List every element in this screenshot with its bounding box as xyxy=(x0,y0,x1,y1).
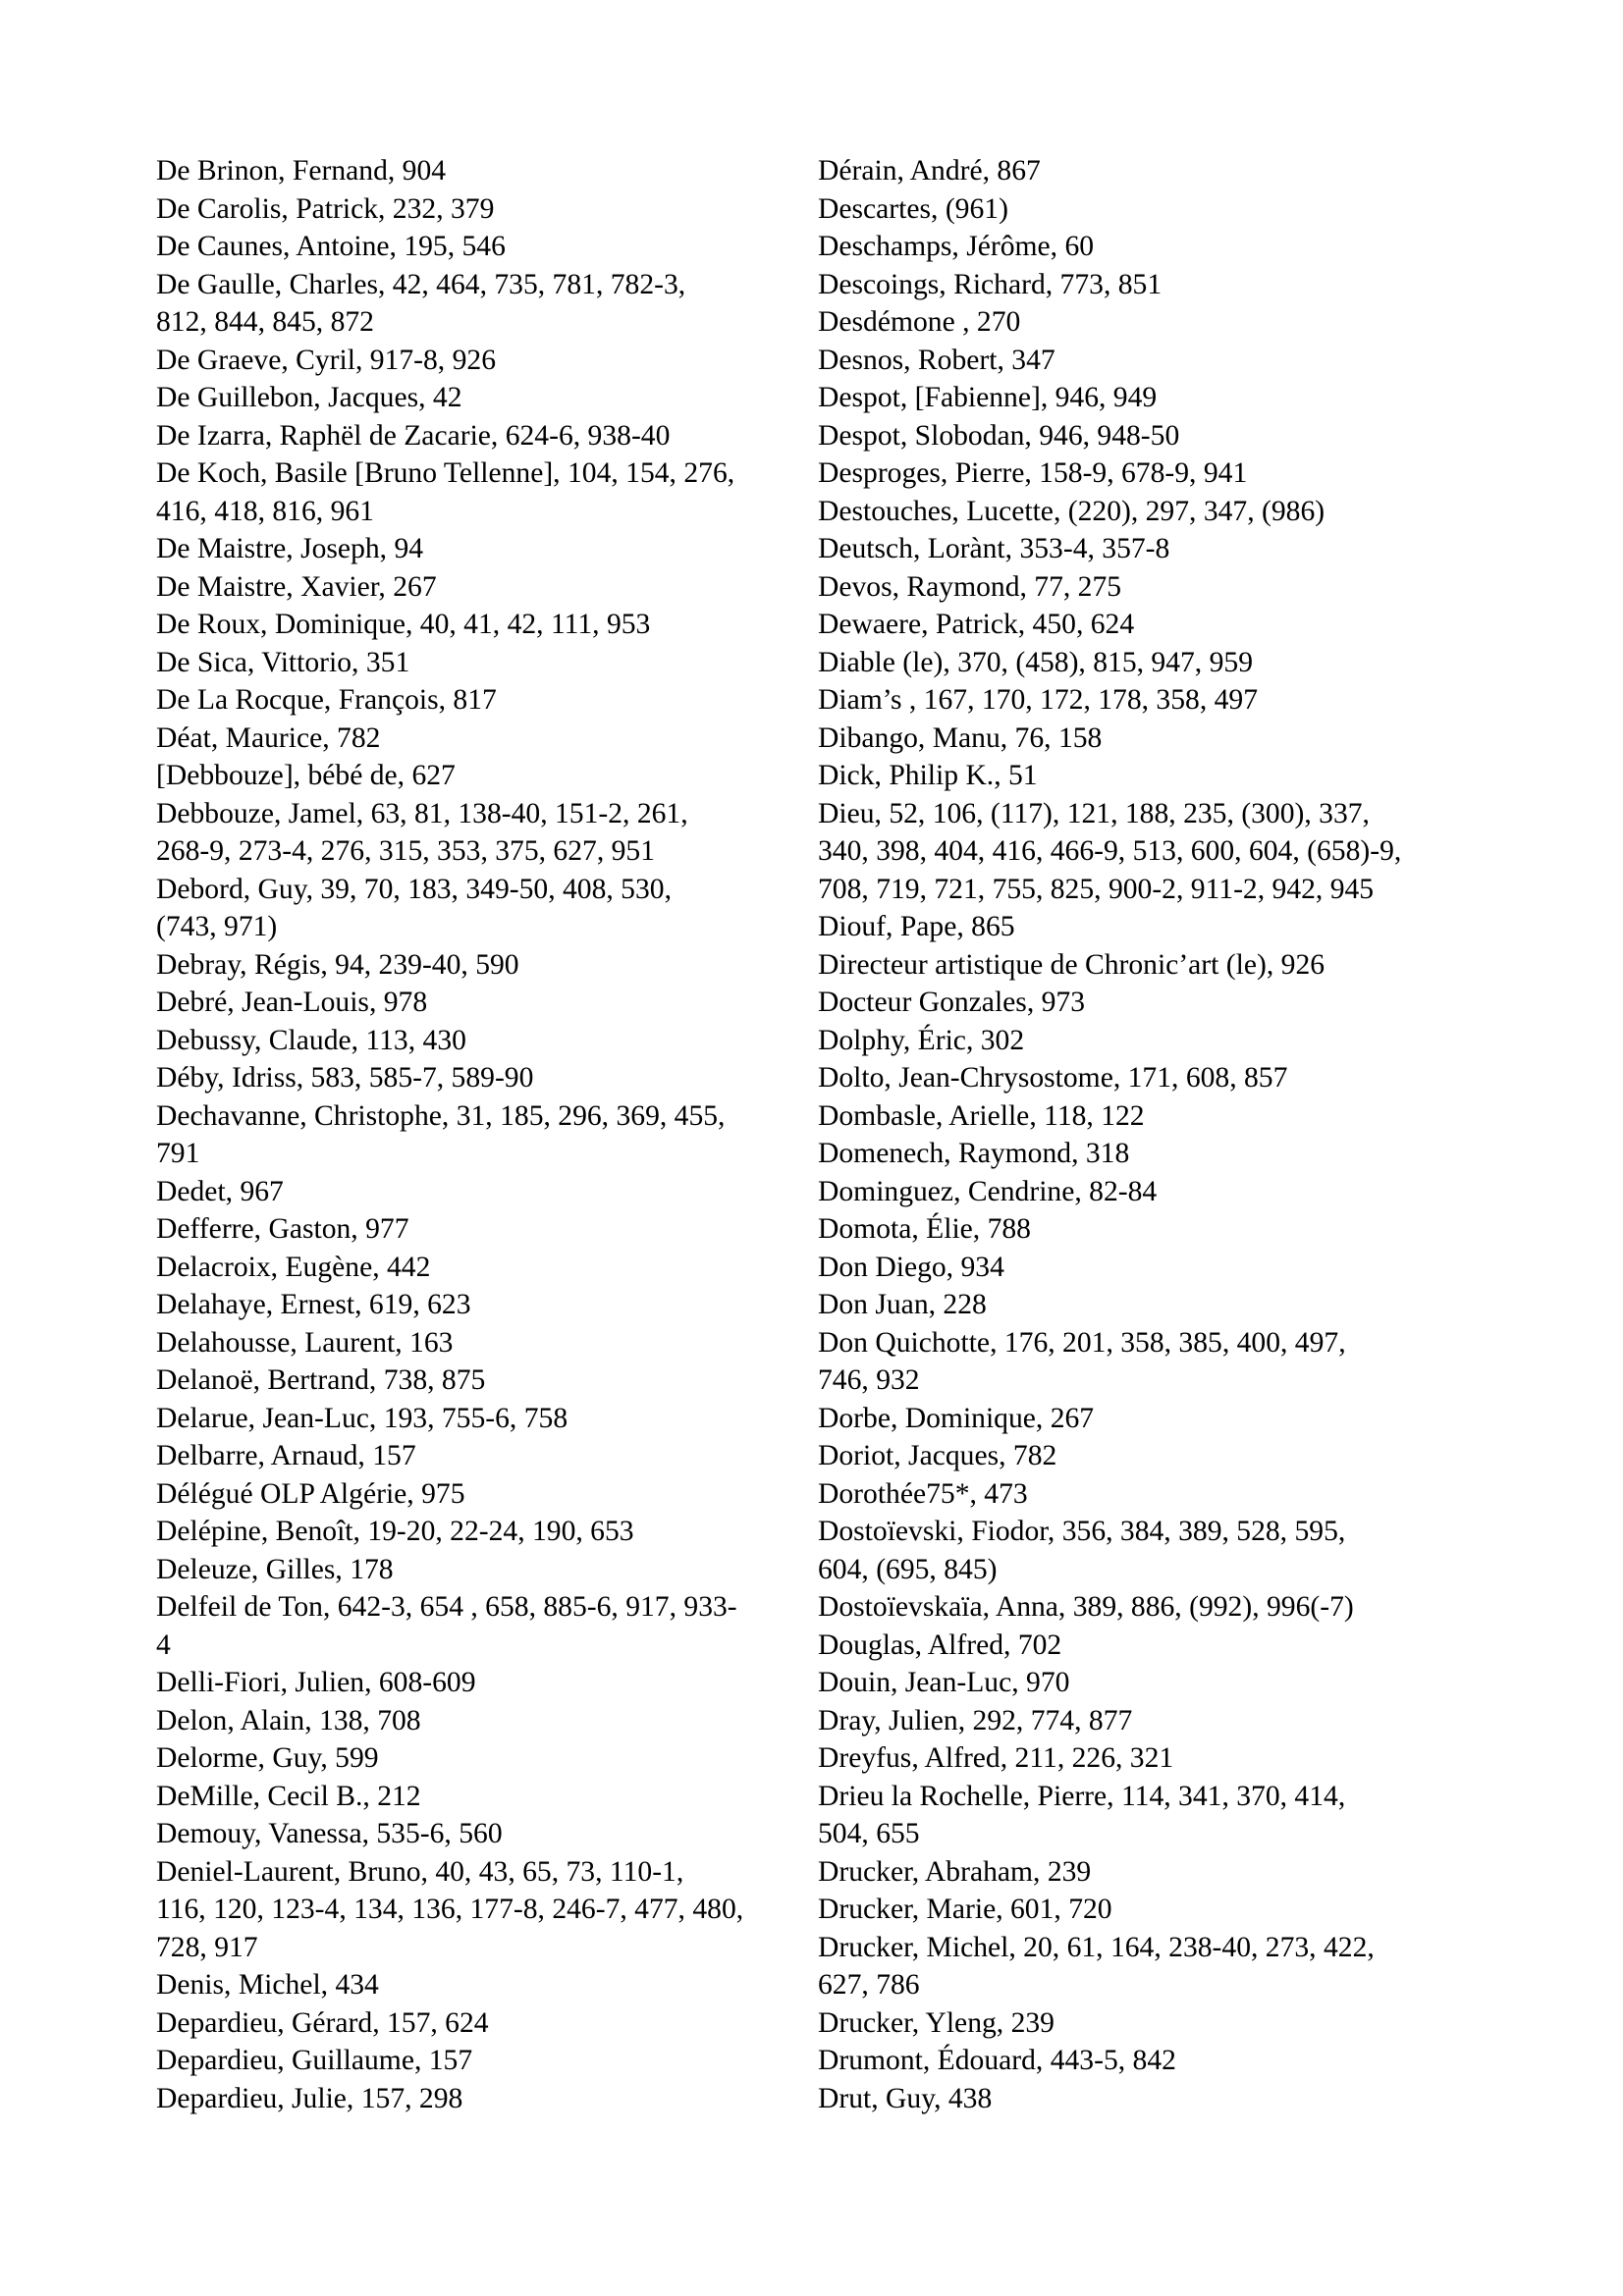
index-entry-line: Delfeil de Ton, 642-3, 654 , 658, 885-6, 917, 933- xyxy=(156,1591,737,1623)
index-entry-line: Denis, Michel, 434 xyxy=(156,1969,379,2001)
index-entry-line: Don Diego, 934 xyxy=(818,1251,1004,1283)
index-entry xyxy=(818,1739,1495,1778)
index-entry-line: Dreyfus, Alfred, 211, 226, 321 xyxy=(818,1742,1174,1774)
index-entry-line: Doriot, Jacques, 782 xyxy=(818,1440,1057,1471)
index-entry xyxy=(818,795,1495,909)
index-entry xyxy=(818,606,1495,644)
index-entry xyxy=(156,1778,814,1816)
index-entry xyxy=(818,1135,1495,1173)
index-entry xyxy=(818,1249,1495,1287)
index-entry xyxy=(156,342,814,380)
index-entry xyxy=(156,1702,814,1740)
index-entry xyxy=(818,1210,1495,1249)
index-entry-line: Diable (le), 370, (458), 815, 947, 959 xyxy=(818,646,1253,678)
index-entry xyxy=(156,644,814,682)
index-entry xyxy=(818,568,1495,607)
index-entry xyxy=(156,1249,814,1287)
index-entry-line: Delorme, Guy, 599 xyxy=(156,1742,379,1774)
index-entry xyxy=(156,1362,814,1400)
index-entry xyxy=(818,681,1495,720)
index-entry-line: Déby, Idriss, 583, 585-7, 589-90 xyxy=(156,1062,534,1094)
index-entry xyxy=(818,1324,1495,1400)
index-entry xyxy=(156,1513,814,1551)
index-entry xyxy=(818,1891,1495,1929)
index-entry xyxy=(156,1022,814,1060)
index-entry-line: Don Quichotte, 176, 201, 358, 385, 400, 497, xyxy=(818,1326,1346,1359)
index-entry xyxy=(156,1588,814,1664)
index-entry xyxy=(156,568,814,607)
index-entry xyxy=(818,1097,1495,1136)
index-entry-line: Docteur Gonzales, 973 xyxy=(818,987,1086,1018)
index-entry-line: 812, 844, 845, 872 xyxy=(156,306,374,338)
index-entry xyxy=(818,1437,1495,1475)
index-entry-line: De Roux, Dominique, 40, 41, 42, 111, 953 xyxy=(156,609,651,640)
index-entry-line: Dieu, 52, 106, (117), 121, 188, 235, (300), 337, xyxy=(818,797,1370,829)
index-entry-line: De Graeve, Cyril, 917-8, 926 xyxy=(156,344,496,376)
index-entry-line: Drucker, Abraham, 239 xyxy=(818,1855,1092,1888)
index-entry-line: Douglas, Alfred, 702 xyxy=(818,1629,1062,1661)
index-entry xyxy=(818,946,1495,985)
index-entry xyxy=(156,1173,814,1211)
index-entry-line: Despot, Slobodan, 946, 948-50 xyxy=(818,419,1180,452)
index-entry xyxy=(156,757,814,795)
index-entry-line: 708, 719, 721, 755, 825, 900-2, 911-2, 942, 945 xyxy=(818,873,1375,905)
index-entry-line: 746, 932 xyxy=(818,1364,920,1396)
index-entry xyxy=(818,984,1495,1022)
index-entry-line: Delbarre, Arnaud, 157 xyxy=(156,1440,416,1471)
index-entry-line: De Caunes, Antoine, 195, 546 xyxy=(156,231,506,262)
index-entry-line: Deniel-Laurent, Bruno, 40, 43, 65, 73, 110-1, xyxy=(156,1855,684,1888)
index-entry xyxy=(156,1475,814,1514)
index-entry xyxy=(818,1627,1495,1665)
index-entry-line: Depardieu, Julie, 157, 298 xyxy=(156,2082,463,2114)
index-entry xyxy=(818,1853,1495,1892)
index-entry-line: Defferre, Gaston, 977 xyxy=(156,1213,409,1245)
index-entry-line: 627, 786 xyxy=(818,1969,920,2001)
index-entry xyxy=(156,1551,814,1589)
index-entry xyxy=(156,720,814,758)
index-entry-line: Dérain, André, 867 xyxy=(818,155,1041,187)
index-entry-line: 268-9, 273-4, 276, 315, 353, 375, 627, 951 xyxy=(156,835,656,867)
index-entry-line: De Carolis, Patrick, 232, 379 xyxy=(156,192,495,225)
index-entry xyxy=(156,2042,814,2080)
index-entry xyxy=(818,417,1495,455)
index-entry-line: Dechavanne, Christophe, 31, 185, 296, 369, 455, xyxy=(156,1099,726,1132)
index-entry-line: Dominguez, Cendrine, 82-84 xyxy=(818,1175,1158,1207)
index-entry xyxy=(818,1929,1495,2004)
index-entry-line: Delon, Alain, 138, 708 xyxy=(156,1704,421,1736)
index-entry xyxy=(818,1664,1495,1702)
index-entry-line: Debray, Régis, 94, 239-40, 590 xyxy=(156,948,519,981)
index-entry xyxy=(818,266,1495,304)
index-entry-line: Dick, Philip K., 51 xyxy=(818,760,1038,791)
index-entry-line: Desdémone , 270 xyxy=(818,306,1021,338)
index-entry-line: De Gaulle, Charles, 42, 464, 735, 781, 782-3, xyxy=(156,268,686,300)
index-entry-line: DeMille, Cecil B., 212 xyxy=(156,1780,421,1812)
index-entry xyxy=(818,757,1495,795)
index-entry-line: Dedet, 967 xyxy=(156,1175,284,1207)
index-entry-line: [Debbouze], bébé de, 627 xyxy=(156,760,456,791)
index-entry xyxy=(818,493,1495,531)
index-entry xyxy=(156,946,814,985)
index-entry-line: Dolto, Jean-Chrysostome, 171, 608, 857 xyxy=(818,1062,1288,1094)
index-entry xyxy=(818,1513,1495,1588)
index-entry-line: Deleuze, Gilles, 178 xyxy=(156,1553,394,1585)
index-entry-line: Directeur artistique de Chronic’art (le), 926 xyxy=(818,948,1325,981)
index-entry-line: Dibango, Manu, 76, 158 xyxy=(818,721,1103,754)
index-entry xyxy=(156,1739,814,1778)
index-entry xyxy=(818,1702,1495,1740)
index-entry-line: Delli-Fiori, Julien, 608-609 xyxy=(156,1667,476,1698)
index-entry-line: Drucker, Yleng, 239 xyxy=(818,2006,1055,2039)
index-entry-line: Delahousse, Laurent, 163 xyxy=(156,1326,454,1359)
index-entry-line: Destouches, Lucette, (220), 297, 347, (986) xyxy=(818,495,1325,527)
index-entry xyxy=(156,417,814,455)
index-entry xyxy=(818,2080,1495,2118)
index-entry-line: De La Rocque, François, 817 xyxy=(156,684,497,716)
index-entry-line: Despot, [Fabienne], 946, 949 xyxy=(818,382,1158,413)
index-entry xyxy=(156,1853,814,1967)
index-entry-line: 4 xyxy=(156,1629,171,1661)
index-entry xyxy=(818,908,1495,946)
index-entry-line: Diouf, Pape, 865 xyxy=(818,911,1015,942)
index-entry xyxy=(156,1815,814,1853)
index-entry xyxy=(156,1059,814,1097)
index-entry-line: Desnos, Robert, 347 xyxy=(818,344,1055,376)
index-entry-line: Depardieu, Guillaume, 157 xyxy=(156,2045,473,2076)
index-entry xyxy=(156,871,814,946)
index-entry-line: 504, 655 xyxy=(818,1818,920,1849)
index-entry-line: Delanoë, Bertrand, 738, 875 xyxy=(156,1364,486,1396)
index-entry-line: Diam’s , 167, 170, 172, 178, 358, 497 xyxy=(818,684,1259,716)
index-entry-line: Domota, Élie, 788 xyxy=(818,1213,1031,1245)
index-entry-line: 340, 398, 404, 416, 466-9, 513, 600, 604, (658)-9, xyxy=(818,835,1402,867)
index-entry xyxy=(156,1097,814,1173)
index-entry-line: Delahaye, Ernest, 619, 623 xyxy=(156,1289,471,1320)
index-entry-line: De Sica, Vittorio, 351 xyxy=(156,646,410,678)
index-entry-line: De Guillebon, Jacques, 42 xyxy=(156,382,462,413)
index-entry-line: Debussy, Claude, 113, 430 xyxy=(156,1024,466,1056)
index-entry xyxy=(156,379,814,417)
index-entry xyxy=(818,2042,1495,2080)
index-entry xyxy=(156,266,814,342)
index-entry-line: Depardieu, Gérard, 157, 624 xyxy=(156,2006,489,2039)
index-entry xyxy=(156,530,814,568)
index-entry xyxy=(156,1286,814,1324)
index-entry xyxy=(818,1475,1495,1514)
index-entry-line: Debré, Jean-Louis, 978 xyxy=(156,987,428,1018)
index-entry xyxy=(156,795,814,871)
index-entry-line: Delacroix, Eugène, 442 xyxy=(156,1251,431,1283)
index-entry xyxy=(818,228,1495,266)
index-entry-line: Delarue, Jean-Luc, 193, 755-6, 758 xyxy=(156,1402,568,1434)
index-entry-line: Dorothée75*, 473 xyxy=(818,1477,1028,1510)
index-entry xyxy=(818,454,1495,493)
index-entry-line: Délégué OLP Algérie, 975 xyxy=(156,1477,465,1510)
index-entry-line: Douin, Jean-Luc, 970 xyxy=(818,1667,1070,1698)
index-entry-line: Drut, Guy, 438 xyxy=(818,2082,993,2114)
index-entry-line: Drucker, Marie, 601, 720 xyxy=(818,1894,1112,1925)
index-entry xyxy=(818,644,1495,682)
index-entry-line: Drumont, Édouard, 443-5, 842 xyxy=(818,2045,1176,2076)
index-entry-line: Drucker, Michel, 20, 61, 164, 238-40, 273, 422, xyxy=(818,1931,1375,1963)
index-entry-line: Demouy, Vanessa, 535-6, 560 xyxy=(156,1818,503,1849)
index-entry-line: De Maistre, Xavier, 267 xyxy=(156,570,437,603)
index-entry-line: Dray, Julien, 292, 774, 877 xyxy=(818,1704,1133,1736)
index-entry-line: 116, 120, 123-4, 134, 136, 177-8, 246-7, 477, 480, xyxy=(156,1894,744,1925)
index-entry xyxy=(156,190,814,229)
index-entry-line: Devos, Raymond, 77, 275 xyxy=(818,570,1122,603)
index-entry-line: Dorbe, Dominique, 267 xyxy=(818,1402,1095,1434)
index-entry xyxy=(818,1173,1495,1211)
index-entry-line: Delépine, Benoît, 19-20, 22-24, 190, 653 xyxy=(156,1516,634,1547)
index-column-left xyxy=(156,152,814,2117)
index-entry-line: (743, 971) xyxy=(156,911,278,942)
index-entry-line: Dombasle, Arielle, 118, 122 xyxy=(818,1099,1145,1132)
index-entry-line: Deutsch, Lorànt, 353-4, 357-8 xyxy=(818,533,1170,564)
index-entry-line: 604, (695, 845) xyxy=(818,1553,998,1585)
index-entry-line: Descartes, (961) xyxy=(818,192,1008,225)
index-entry xyxy=(156,1210,814,1249)
index-entry xyxy=(818,1588,1495,1627)
index-entry-line: Desproges, Pierre, 158-9, 678-9, 941 xyxy=(818,457,1248,489)
index-entry-line: Drieu la Rochelle, Pierre, 114, 341, 370, 414, xyxy=(818,1780,1346,1812)
index-entry xyxy=(818,2004,1495,2043)
index-column-right xyxy=(818,152,1495,2117)
index-entry xyxy=(156,228,814,266)
index-entry xyxy=(818,303,1495,342)
index-entry-line: Dostoïevskaïa, Anna, 389, 886, (992), 996(-7) xyxy=(818,1591,1354,1623)
index-entry xyxy=(818,1022,1495,1060)
index-entry xyxy=(156,606,814,644)
index-entry-line: Debbouze, Jamel, 63, 81, 138-40, 151-2, 261, xyxy=(156,797,688,829)
index-entry xyxy=(818,152,1495,190)
index-entry xyxy=(156,681,814,720)
index-entry-line: De Koch, Basile [Bruno Tellenne], 104, 154, 276, xyxy=(156,457,735,489)
index-entry xyxy=(156,984,814,1022)
index-entry xyxy=(156,152,814,190)
index-entry-line: Don Juan, 228 xyxy=(818,1289,987,1320)
index-entry-line: Domenech, Raymond, 318 xyxy=(818,1138,1130,1169)
index-entry xyxy=(818,1778,1495,1853)
index-entry xyxy=(156,2080,814,2118)
index-entry-line: 728, 917 xyxy=(156,1931,258,1963)
index-entry-line: Déat, Maurice, 782 xyxy=(156,721,381,754)
index-entry xyxy=(156,1400,814,1438)
index-entry-line: Descoings, Richard, 773, 851 xyxy=(818,268,1163,300)
index-entry xyxy=(156,1966,814,2004)
index-entry xyxy=(818,1400,1495,1438)
index-entry xyxy=(818,720,1495,758)
index-entry-line: De Brinon, Fernand, 904 xyxy=(156,155,447,187)
index-entry xyxy=(156,1324,814,1362)
index-entry xyxy=(156,1437,814,1475)
index-entry xyxy=(156,1664,814,1702)
index-entry-line: Dostoïevski, Fiodor, 356, 384, 389, 528, 595, xyxy=(818,1516,1346,1547)
index-entry xyxy=(156,2004,814,2043)
index-entry xyxy=(818,1286,1495,1324)
index-entry-line: Deschamps, Jérôme, 60 xyxy=(818,231,1095,262)
index-entry xyxy=(818,342,1495,380)
index-entry-line: Dolphy, Éric, 302 xyxy=(818,1024,1025,1056)
index-entry xyxy=(818,379,1495,417)
index-entry-line: De Izarra, Raphël de Zacarie, 624-6, 938-40 xyxy=(156,419,671,452)
index-entry-line: Debord, Guy, 39, 70, 183, 349-50, 408, 530, xyxy=(156,873,672,905)
index-entry xyxy=(818,190,1495,229)
index-entry-line: 416, 418, 816, 961 xyxy=(156,495,374,527)
index-entry xyxy=(818,530,1495,568)
index-entry-line: De Maistre, Joseph, 94 xyxy=(156,533,424,564)
index-entry-line: Dewaere, Patrick, 450, 624 xyxy=(818,609,1135,640)
index-entry-line: 791 xyxy=(156,1138,200,1169)
index-entry xyxy=(156,454,814,530)
index-entry xyxy=(818,1059,1495,1097)
